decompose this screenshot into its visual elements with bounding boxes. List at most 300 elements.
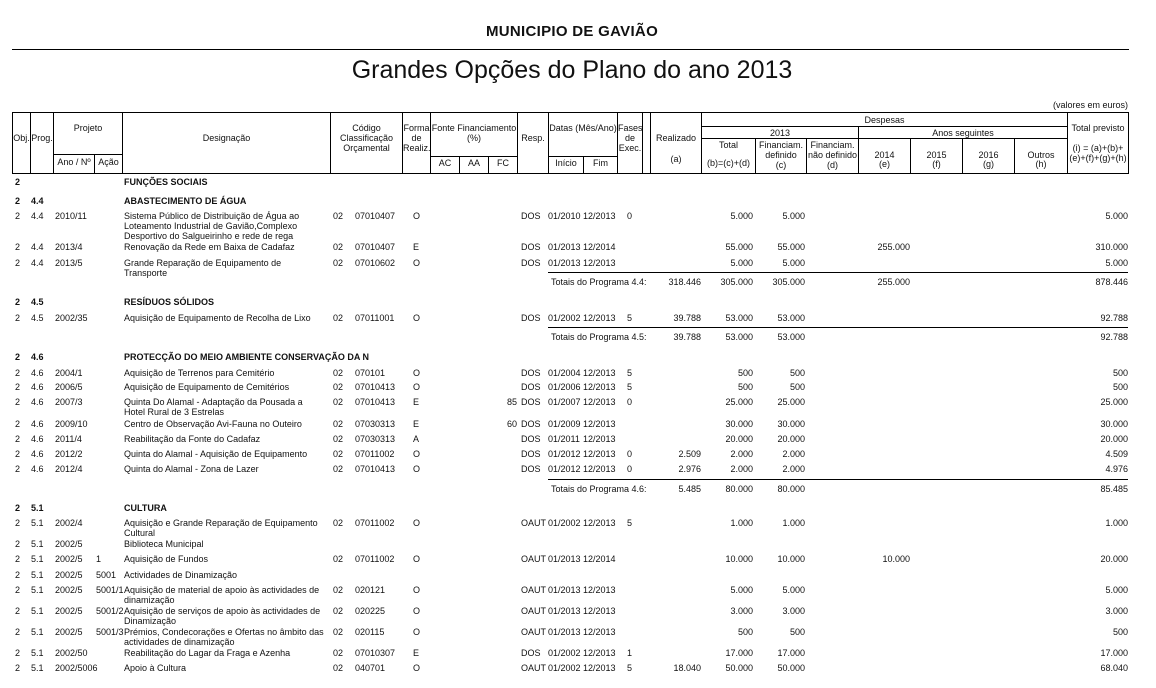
cell-total: 500 [737, 368, 753, 378]
hdr-projeto: Projeto [73, 123, 103, 133]
program-total-label: Totais do Programa 4.4: [551, 277, 647, 287]
hdr-2015: 2015 [926, 150, 947, 160]
cell-desig: FUNÇÕES SOCIAIS [124, 177, 208, 187]
cell-obj: 2 [15, 397, 21, 407]
cell-cls2: 070101 [355, 368, 386, 378]
cell-forma: O [413, 663, 421, 673]
cell-fdef: 20.000 [777, 434, 805, 444]
cell-fdef: 53.000 [777, 313, 805, 323]
cell-ini: 01/2013 [548, 606, 581, 616]
cell-obj: 2 [15, 434, 21, 444]
hdr-total-formula: (b)=(c)+(d) [706, 158, 750, 168]
hdr-fc: FC [497, 158, 509, 168]
cell-desig: Reabilitação do Lagar da Fraga e Azenha [124, 648, 291, 658]
cell-obj: 2 [15, 211, 21, 221]
cell-cls2: 07010307 [355, 648, 396, 658]
cell-resp: DOS [521, 434, 541, 444]
cell-resp: DOS [521, 397, 541, 407]
cell-cls1: 02 [333, 464, 344, 474]
cell-prog: 5.1 [31, 570, 44, 580]
cell-desig: Aquisição de Equipamento de Cemitérios [124, 382, 290, 392]
cell-proj: 2012/4 [55, 464, 83, 474]
cell-ini: 01/2013 [548, 627, 581, 637]
cell-cls1: 02 [333, 606, 344, 616]
cell-acao: 5001/3 [96, 627, 124, 637]
cell-fdef: 25.000 [777, 397, 805, 407]
cell-resp: OAUT [521, 518, 547, 528]
cell-fim: 12/2014 [583, 554, 616, 564]
cell-y2014: 255.000 [877, 242, 910, 252]
cell-cls1: 02 [333, 434, 344, 444]
cell-total_prev: 5.000 [1105, 585, 1128, 595]
cell-desig: Sistema Público de Distribuição de Água ao Loteamento Industrial de Gavião,Complexo Desportivo do Salgueirinho e rede de rega [124, 211, 300, 241]
cell-proj: 2002/4 [55, 518, 83, 528]
cell-obj: 2 [15, 382, 21, 392]
cell-desig: Biblioteca Municipal [124, 539, 204, 549]
cell-desig: Renovação da Rede em Baixa de Cadafaz [124, 242, 295, 252]
cell-obj: 2 [15, 627, 21, 637]
cell-total_prev: 17.000 [1100, 648, 1128, 658]
hdr-fin-def: Financiam. definido [758, 140, 803, 160]
cell-forma: O [413, 211, 421, 221]
cell-total_prev: 20.000 [1100, 434, 1128, 444]
cell-cls1: 02 [333, 585, 344, 595]
cell-prog: 4.6 [31, 449, 44, 459]
cell-acao: 5001/1 [96, 585, 124, 595]
cell-ini: 01/2013 [548, 554, 581, 564]
cell-total_prev: 878.446 [1095, 277, 1128, 287]
cell-fim: 12/2013 [583, 258, 616, 268]
hdr-realizado-a: (a) [670, 154, 682, 164]
cell-desig: Actividades de Dinamização [124, 570, 238, 580]
cell-cls2: 07010407 [355, 242, 396, 252]
cell-resp: OAUT [521, 554, 547, 564]
cell-cls1: 02 [333, 648, 344, 658]
hdr-inicio: Início [555, 158, 577, 168]
hdr-despesas: Despesas [864, 115, 905, 125]
cell-realizado: 2.509 [678, 449, 701, 459]
cell-fim: 12/2013 [583, 648, 616, 658]
cell-resp: OAUT [521, 663, 547, 673]
cell-forma: O [413, 258, 421, 268]
cell-cls1: 02 [333, 397, 344, 407]
cell-y2014: 10.000 [882, 554, 910, 564]
cell-prog: 5.1 [31, 518, 44, 528]
cell-forma: O [413, 313, 421, 323]
hdr-outros-h: (h) [1035, 159, 1047, 169]
cell-proj: 2009/10 [55, 419, 88, 429]
cell-fim: 12/2013 [583, 434, 616, 444]
cell-cls2: 040701 [355, 663, 386, 673]
cell-obj: 2 [15, 242, 21, 252]
total-rule [548, 479, 1128, 480]
cell-fdef: 17.000 [777, 648, 805, 658]
title-divider [12, 49, 1129, 50]
cell-cls1: 02 [333, 627, 344, 637]
hdr-2016-g: (g) [983, 159, 994, 169]
cell-total: 2.000 [730, 464, 753, 474]
cell-fdef: 80.000 [777, 484, 805, 494]
cell-total: 17.000 [725, 648, 753, 658]
hdr-2014-e: (e) [879, 159, 890, 169]
cell-total: 5.000 [730, 211, 753, 221]
cell-prog: 4.6 [31, 419, 44, 429]
cell-prog: 5.1 [31, 648, 44, 658]
cell-obj: 2 [15, 518, 21, 528]
hdr-fim: Fim [593, 158, 608, 168]
cell-total_prev: 3.000 [1105, 606, 1128, 616]
cell-total: 53.000 [725, 313, 753, 323]
cell-fdef: 2.000 [782, 464, 805, 474]
cell-desig: RESÍDUOS SÓLIDOS [124, 297, 215, 307]
cell-desig: Apoio à Cultura [124, 663, 187, 673]
cell-resp: DOS [521, 449, 541, 459]
cell-obj: 2 [15, 464, 21, 474]
cell-fim: 12/2013 [583, 449, 616, 459]
cell-ini: 01/2002 [548, 663, 581, 673]
cell-ini: 01/2002 [548, 313, 581, 323]
hdr-forma: Forma de Realiz. [403, 123, 431, 153]
cell-resp: DOS [521, 382, 541, 392]
cell-total: 305.000 [720, 277, 753, 287]
cell-fim: 12/2013 [583, 606, 616, 616]
cell-obj: 2 [15, 258, 21, 268]
cell-desig: Quinta Do Alamal - Adaptação da Pousada a Hotel Rural de 3 Estrelas [124, 397, 303, 417]
cell-fdef: 5.000 [782, 258, 805, 268]
cell-ini: 01/2009 [548, 419, 581, 429]
hdr-fin-def-c: (c) [775, 160, 787, 170]
cell-fdef: 50.000 [777, 663, 805, 673]
cell-total_prev: 500 [1112, 627, 1128, 637]
cell-total: 20.000 [725, 434, 753, 444]
hdr-obj: Obj. [13, 133, 30, 143]
cell-cls2: 07030313 [355, 434, 396, 444]
cell-forma: O [413, 382, 421, 392]
cell-fdef: 1.000 [782, 518, 805, 528]
plan-title: Grandes Opções do Plano do ano 2013 [351, 56, 793, 84]
cell-total_prev: 92.788 [1100, 313, 1128, 323]
cell-fdef: 5.000 [782, 211, 805, 221]
cell-proj: 2011/4 [55, 434, 82, 444]
cell-proj: 2002/35 [55, 313, 88, 323]
cell-prog: 4.6 [31, 464, 44, 474]
cell-proj: 2002/5 [55, 554, 83, 564]
cell-obj: 2 [15, 570, 21, 580]
cell-total: 5.000 [730, 585, 753, 595]
total-rule [548, 272, 1128, 273]
cell-fdef: 5.000 [782, 585, 805, 595]
cell-desig: Aquisição de Fundos [124, 554, 209, 564]
cell-prog: 4.4 [31, 211, 44, 221]
total-rule [548, 327, 1128, 328]
cell-fase: 1 [627, 648, 633, 658]
cell-fdef: 10.000 [777, 554, 805, 564]
cell-total_prev: 30.000 [1100, 419, 1128, 429]
cell-fdef: 500 [789, 382, 805, 392]
cell-total: 50.000 [725, 663, 753, 673]
cell-fdef: 2.000 [782, 449, 805, 459]
cell-proj: 2002/5 [55, 539, 83, 549]
cell-acao: 5001 [96, 570, 117, 580]
hdr-codigo: Código Classificação Orçamental [339, 123, 394, 153]
cell-desig: Quinta do Alamal - Aquisição de Equipamento [124, 449, 308, 459]
cell-realizado: 39.788 [673, 313, 701, 323]
cell-cls2: 07011002 [355, 449, 395, 459]
cell-total_prev: 5.000 [1105, 211, 1128, 221]
cell-cls2: 07010413 [355, 382, 396, 392]
cell-fim: 12/2013 [583, 627, 616, 637]
cell-ini: 01/2002 [548, 648, 581, 658]
cell-fim: 12/2013 [583, 518, 616, 528]
hdr-fin-ndef: Financiam. não definido [807, 140, 858, 160]
cell-desig: Centro de Observação Avi-Fauna no Outeiro [124, 419, 302, 429]
cell-cls2: 07011001 [355, 313, 395, 323]
cell-ini: 01/2004 [548, 368, 581, 378]
cell-fim: 12/2013 [583, 382, 616, 392]
cell-acao: 5001/2 [96, 606, 124, 616]
cell-desig: Quinta do Alamal - Zona de Lazer [124, 464, 259, 474]
cell-resp: DOS [521, 211, 541, 221]
hdr-2015-f: (f) [932, 159, 941, 169]
cell-forma: O [413, 464, 421, 474]
cell-prog: 4.6 [31, 382, 44, 392]
cell-fase: 5 [627, 368, 633, 378]
cell-total_prev: 85.485 [1100, 484, 1128, 494]
cell-cls1: 02 [333, 258, 344, 268]
cell-fase: 5 [627, 313, 633, 323]
cell-proj: 2002/5 [55, 585, 83, 595]
cell-forma: E [413, 419, 420, 429]
hdr-prog: Prog. [31, 133, 53, 143]
hdr-acao: Ação [98, 157, 119, 167]
cell-desig: Prémios, Condecorações e Ofertas no âmbito das actividades de dinamização [124, 627, 324, 647]
hdr-total: Total [718, 140, 738, 150]
cell-fdef: 500 [789, 627, 805, 637]
cell-ini: 01/2013 [548, 585, 581, 595]
cell-obj: 2 [15, 585, 21, 595]
cell-resp: OAUT [521, 627, 547, 637]
cell-total_prev: 310.000 [1095, 242, 1128, 252]
cell-ini: 01/2013 [548, 242, 581, 252]
cell-obj: 2 [15, 177, 21, 187]
cell-obj: 2 [15, 539, 21, 549]
cell-total_prev: 500 [1112, 368, 1128, 378]
cell-total: 500 [737, 382, 753, 392]
cell-proj: 2004/1 [55, 368, 83, 378]
cell-prog: 4.4 [31, 196, 44, 206]
hdr-resp: Resp. [521, 133, 545, 143]
cell-fim: 12/2013 [583, 585, 616, 595]
cell-realizado: 5.485 [678, 484, 701, 494]
program-total-label: Totais do Programa 4.5: [551, 332, 647, 342]
cell-prog: 5.1 [31, 554, 44, 564]
cell-forma: O [413, 606, 421, 616]
cell-cls1: 02 [333, 242, 344, 252]
cell-cls1: 02 [333, 313, 344, 323]
cell-ini: 01/2012 [548, 449, 581, 459]
cell-fc: 85 [506, 397, 517, 407]
cell-total_prev: 5.000 [1105, 258, 1128, 268]
cell-fase: 0 [627, 449, 633, 459]
cell-forma: O [413, 585, 421, 595]
cell-prog: 5.1 [31, 539, 44, 549]
cell-prog: 5.1 [31, 606, 44, 616]
cell-obj: 2 [15, 503, 21, 513]
cell-prog: 4.5 [31, 313, 44, 323]
program-total-label: Totais do Programa 4.6: [551, 484, 647, 494]
cell-cls2: 020225 [355, 606, 386, 616]
cell-y2014: 255.000 [877, 277, 910, 287]
cell-proj: 2002/5 [55, 570, 83, 580]
cell-cls2: 020121 [355, 585, 386, 595]
cell-proj: 2010/11 [55, 211, 87, 221]
cell-cls1: 02 [333, 211, 344, 221]
cell-cls2: 07011002 [355, 554, 395, 564]
hdr-total-previsto-formula: (i) = (a)+(b)+ (e)+(f)+(g)+(h) [1069, 143, 1127, 163]
cell-fase: 5 [627, 518, 633, 528]
cell-resp: DOS [521, 258, 541, 268]
units-note: (valores em euros) [1052, 100, 1128, 110]
cell-forma: E [413, 648, 420, 658]
cell-cls1: 02 [333, 368, 344, 378]
hdr-anos-seguintes: Anos seguintes [932, 128, 994, 138]
cell-desig: Aquisição de Equipamento de Recolha de Lixo [124, 313, 311, 323]
cell-fdef: 53.000 [777, 332, 805, 342]
cell-obj: 2 [15, 663, 21, 673]
cell-total: 53.000 [725, 332, 753, 342]
cell-fim: 12/2013 [583, 313, 616, 323]
hdr-2014: 2014 [874, 150, 895, 160]
cell-fdef: 3.000 [782, 606, 805, 616]
cell-fdef: 30.000 [777, 419, 805, 429]
cell-fdef: 55.000 [777, 242, 805, 252]
cell-prog: 5.1 [31, 585, 44, 595]
cell-total: 1.000 [730, 518, 753, 528]
cell-prog: 5.1 [31, 503, 44, 513]
cell-obj: 2 [15, 554, 21, 564]
cell-prog: 5.1 [31, 663, 44, 673]
cell-prog: 4.6 [31, 434, 44, 444]
cell-desig: ABASTECIMENTO DE ÁGUA [124, 196, 247, 206]
cell-cls2: 07010413 [355, 464, 396, 474]
cell-total: 10.000 [725, 554, 753, 564]
cell-acao: 1 [96, 554, 102, 564]
cell-cls1: 02 [333, 518, 344, 528]
cell-ini: 01/2002 [548, 518, 581, 528]
cell-forma: O [413, 554, 421, 564]
cell-resp: DOS [521, 242, 541, 252]
cell-fim: 12/2013 [583, 397, 616, 407]
cell-realizado: 2.976 [678, 464, 701, 474]
cell-resp: DOS [521, 419, 541, 429]
cell-resp: DOS [521, 464, 541, 474]
hdr-2016: 2016 [978, 150, 999, 160]
cell-desig: Aquisição de serviços de apoio às actividades de Dinamização [124, 606, 321, 626]
cell-forma: E [413, 242, 420, 252]
cell-cls1: 02 [333, 382, 344, 392]
cell-ini: 01/2006 [548, 382, 581, 392]
cell-total_prev: 500 [1112, 382, 1128, 392]
cell-fase: 5 [627, 382, 633, 392]
cell-prog: 4.4 [31, 242, 44, 252]
cell-desig: Grande Reparação de Equipamento de Transporte [124, 258, 282, 278]
cell-fase: 0 [627, 397, 633, 407]
cell-proj: 2002/5006 [55, 663, 98, 673]
cell-prog: 4.5 [31, 297, 44, 307]
cell-obj: 2 [15, 419, 21, 429]
cell-proj: 2002/5 [55, 627, 83, 637]
hdr-2013: 2013 [769, 128, 791, 138]
cell-resp: DOS [521, 648, 541, 658]
cell-total_prev: 68.040 [1100, 663, 1128, 673]
cell-proj: 2013/5 [55, 258, 83, 268]
cell-desig: PROTECÇÃO DO MEIO AMBIENTE CONSERVAÇÃO DA N [124, 352, 370, 362]
hdr-total-previsto: Total previsto [1071, 123, 1125, 133]
cell-fdef: 500 [789, 368, 805, 378]
cell-total_prev: 92.788 [1100, 332, 1128, 342]
cell-forma: A [413, 434, 420, 444]
cell-forma: O [413, 627, 421, 637]
cell-ini: 01/2013 [548, 258, 581, 268]
hdr-datas: Datas (Mês/Ano) [549, 123, 617, 133]
cell-realizado: 39.788 [673, 332, 701, 342]
cell-total: 3.000 [730, 606, 753, 616]
cell-fc: 60 [506, 419, 517, 429]
cell-fim: 12/2013 [583, 368, 616, 378]
cell-total_prev: 4.509 [1105, 449, 1128, 459]
hdr-ac: AC [438, 158, 452, 168]
cell-total_prev: 20.000 [1100, 554, 1128, 564]
cell-ini: 01/2010 [548, 211, 581, 221]
cell-total_prev: 25.000 [1100, 397, 1128, 407]
cell-forma: O [413, 518, 421, 528]
cell-proj: 2013/4 [55, 242, 83, 252]
cell-fim: 12/2013 [583, 419, 616, 429]
cell-proj: 2007/3 [55, 397, 83, 407]
cell-ini: 01/2011 [548, 434, 580, 444]
cell-obj: 2 [15, 352, 21, 362]
cell-cls2: 020115 [355, 627, 385, 637]
cell-total: 500 [737, 627, 753, 637]
cell-fdef: 305.000 [772, 277, 805, 287]
cell-prog: 4.6 [31, 397, 44, 407]
hdr-ano-n: Ano / Nº [57, 157, 91, 167]
cell-resp: DOS [521, 313, 541, 323]
cell-cls2: 07010602 [355, 258, 396, 268]
cell-forma: O [413, 449, 421, 459]
cell-resp: OAUT [521, 585, 547, 595]
cell-realizado: 318.446 [668, 277, 701, 287]
cell-cls1: 02 [333, 419, 344, 429]
hdr-fonte: Fonte Financiamento (%) [431, 123, 517, 143]
cell-ini: 01/2007 [548, 397, 581, 407]
cell-obj: 2 [15, 606, 21, 616]
cell-obj: 2 [15, 297, 21, 307]
cell-total: 80.000 [725, 484, 753, 494]
cell-desig: Aquisição de Terrenos para Cemitério [124, 368, 275, 378]
cell-prog: 4.6 [31, 368, 44, 378]
cell-prog: 4.4 [31, 258, 44, 268]
cell-prog: 5.1 [31, 627, 44, 637]
hdr-fin-ndef-d: (d) [827, 160, 838, 170]
cell-cls1: 02 [333, 663, 344, 673]
cell-total: 55.000 [725, 242, 753, 252]
cell-cls2: 07030313 [355, 419, 396, 429]
hdr-aa: AA [467, 158, 480, 168]
cell-fim: 12/2013 [583, 464, 616, 474]
cell-total: 25.000 [725, 397, 753, 407]
cell-proj: 2002/5 [55, 606, 83, 616]
